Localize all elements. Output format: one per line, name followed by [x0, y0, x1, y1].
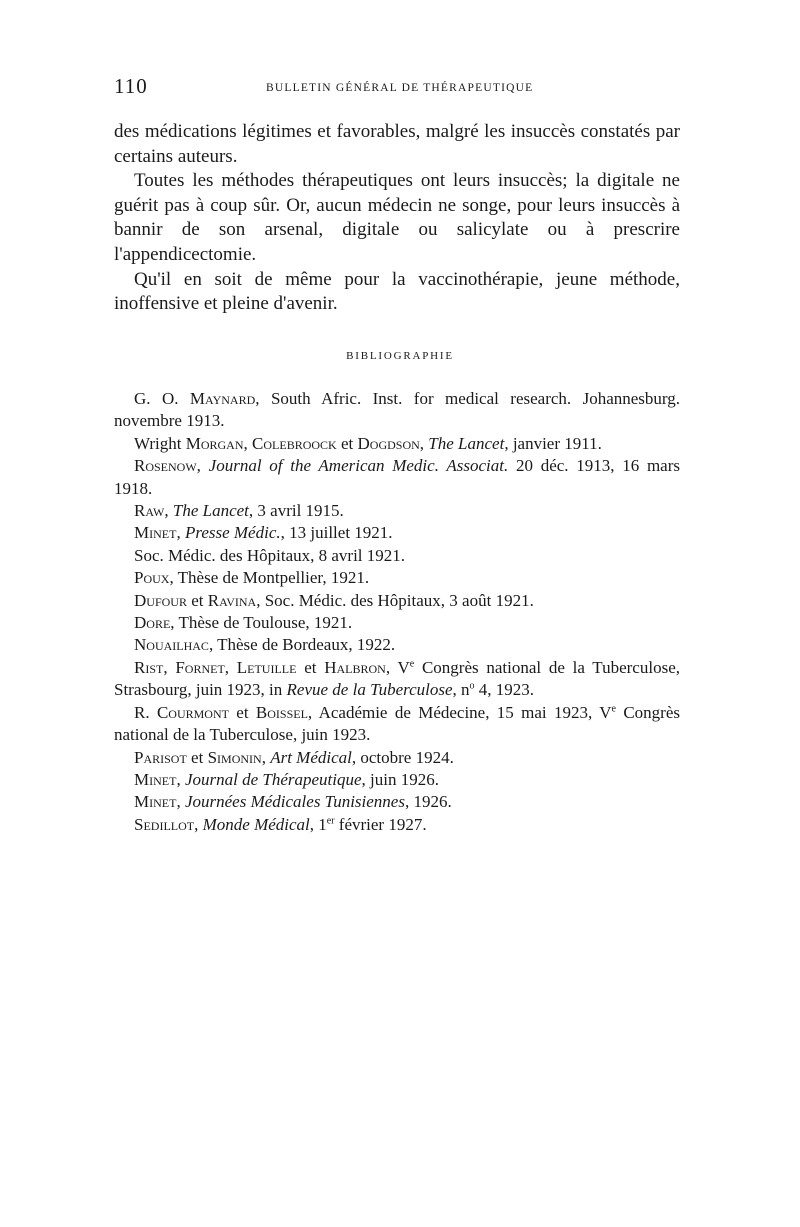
ref-author: Nouailhac — [134, 635, 209, 655]
ref-text: , — [224, 657, 237, 677]
bibliography-entry — [114, 545, 680, 567]
ref-text: , Académie de Médecine, 15 mai 1923, V — [307, 702, 612, 722]
ref-sup: e — [611, 703, 616, 715]
ref-author: Poux — [134, 568, 170, 588]
body-text — [114, 120, 680, 317]
ref-text: février 1927. — [334, 814, 427, 834]
ref-text: , — [176, 792, 185, 812]
bibliography-entry — [114, 612, 680, 634]
bibliography-entry — [114, 433, 680, 455]
running-title: BULLETIN GÉNÉRAL DE THÉRAPEUTIQUE — [266, 82, 534, 94]
ref-text: , — [196, 456, 209, 476]
bibliography-list — [114, 388, 680, 836]
ref-journal: Journées Médicales Tunisiennes — [184, 792, 405, 812]
ref-text: Congrès national de la Tuberculose, juin 1923. — [114, 702, 680, 745]
ref-journal: The Lancet — [428, 433, 505, 453]
ref-text: et — [186, 590, 208, 610]
ref-text: , — [194, 814, 203, 834]
ref-text: , 1926. — [404, 792, 452, 812]
ref-text: , juin 1926. — [361, 769, 439, 789]
ref-text: , 1 — [309, 814, 327, 834]
ref-author: Dogdson — [357, 433, 420, 453]
ref-author: Simonin — [207, 747, 262, 767]
ref-sup: er — [326, 815, 335, 827]
ref-text: et — [336, 433, 358, 453]
ref-journal: Art Médical — [270, 747, 352, 767]
ref-sup: o — [469, 680, 475, 692]
bibliography-entry — [114, 791, 680, 813]
ref-author: Morgan — [185, 433, 244, 453]
ref-author: Parisot — [134, 747, 187, 767]
ref-text: , n — [452, 680, 470, 700]
ref-text: , Soc. Médic. des Hôpitaux, 3 août 1921. — [256, 590, 534, 610]
ref-text: , janvier 1911. — [504, 433, 602, 453]
ref-text: , 3 avril 1915. — [248, 501, 344, 521]
ref-author: Colebroock — [252, 433, 337, 453]
ref-text: Wright — [134, 433, 186, 453]
ref-text: et — [186, 747, 208, 767]
paragraph: des médications légitimes et favorables, malgré les insuccès constatés par certains auteurs. — [114, 121, 680, 167]
bibliography-entry — [114, 567, 680, 589]
ref-journal: The Lancet — [172, 501, 249, 521]
ref-text: , South Afric. Inst. for medical research. Johannesburg. novembre 1913. — [114, 389, 680, 431]
bibliography-entry — [114, 500, 680, 522]
bibliography-entry — [114, 657, 680, 702]
ref-text: , Thèse de Bordeaux, 1922. — [208, 635, 396, 655]
ref-text: , — [176, 523, 185, 543]
ref-text: , octobre 1924. — [351, 747, 454, 767]
ref-author: Minet — [134, 792, 177, 812]
ref-text: G. O. — [134, 389, 190, 408]
ref-text: 20 déc. 1913, 16 mars 1918. — [114, 456, 681, 498]
ref-text: , 13 juillet 1921. — [280, 523, 393, 543]
ref-text: et — [296, 657, 325, 677]
page-number: 110 — [114, 74, 148, 98]
ref-text: , V — [385, 657, 410, 677]
ref-journal: Presse Médic. — [184, 523, 281, 543]
ref-author: Sedillot — [134, 814, 195, 834]
ref-text: 4, 1923. — [474, 680, 535, 700]
ref-author: Dore — [134, 613, 171, 633]
ref-author: Raw — [134, 501, 165, 521]
ref-author: Maynard — [189, 389, 256, 408]
ref-author: Letuille — [236, 657, 297, 677]
ref-text: , — [176, 769, 185, 789]
ref-journal: Journal de Thérapeutique — [184, 769, 362, 789]
ref-journal: Revue de la Tuberculose — [286, 680, 453, 700]
ref-author: Rosenow — [134, 456, 197, 476]
ref-author: Rist — [134, 657, 164, 677]
ref-text: , — [164, 501, 173, 521]
ref-text: , — [163, 657, 176, 677]
bibliography-entry — [114, 702, 680, 747]
ref-text: Congrès national de la Tuberculose, Strasbourg, juin 1923, in — [114, 657, 680, 700]
bibliography-entry — [114, 590, 680, 612]
ref-journal: Monde Médical — [202, 814, 310, 834]
ref-text: , Thèse de Toulouse, 1921. — [170, 613, 353, 633]
bibliography-heading: BIBLIOGRAPHIE — [346, 350, 454, 362]
ref-text: , — [419, 433, 429, 453]
bibliography-entry — [114, 388, 680, 433]
ref-author: Courmont — [156, 702, 229, 722]
ref-text: , Thèse de Montpellier, 1921. — [169, 568, 370, 588]
ref-journal: Journal of the American Medic. Associat. — [208, 456, 509, 476]
bibliography-entry — [114, 814, 680, 836]
ref-text: , — [261, 747, 271, 767]
ref-text: et — [228, 702, 256, 722]
ref-author: Halbron — [324, 657, 386, 677]
ref-author: Ravina — [207, 590, 257, 610]
ref-author: Fornet — [175, 657, 225, 677]
bibliography-entry — [114, 769, 680, 791]
ref-text: Soc. Médic. des Hôpitaux, 8 avril 1921. — [134, 545, 406, 565]
bibliography-entry — [114, 455, 680, 500]
bibliography-entry — [114, 747, 680, 769]
ref-author: Minet — [134, 523, 177, 543]
page-header — [114, 72, 694, 102]
ref-author: Dufour — [134, 590, 187, 610]
bibliography-entry — [114, 634, 680, 656]
ref-sup: e — [409, 658, 415, 670]
ref-text: R. — [134, 702, 157, 722]
paragraph: Qu'il en soit de même pour la vaccinothérapie, jeune méthode, inoffensive et pleine d'avenir. — [114, 268, 680, 315]
ref-author: Boissel — [255, 702, 308, 722]
ref-author: Minet — [134, 769, 177, 789]
ref-text: , — [243, 433, 253, 453]
paragraph: Toutes les méthodes thérapeutiques ont leurs insuccès; la digitale ne guérit pas à coup sûr. Or, aucun médecin ne songe, pour leurs insuccès à bannir de son arsenal, digitale ou salicylate ou à prescrire l'appendicectomie. — [114, 170, 680, 265]
bibliography-entry — [114, 522, 680, 544]
